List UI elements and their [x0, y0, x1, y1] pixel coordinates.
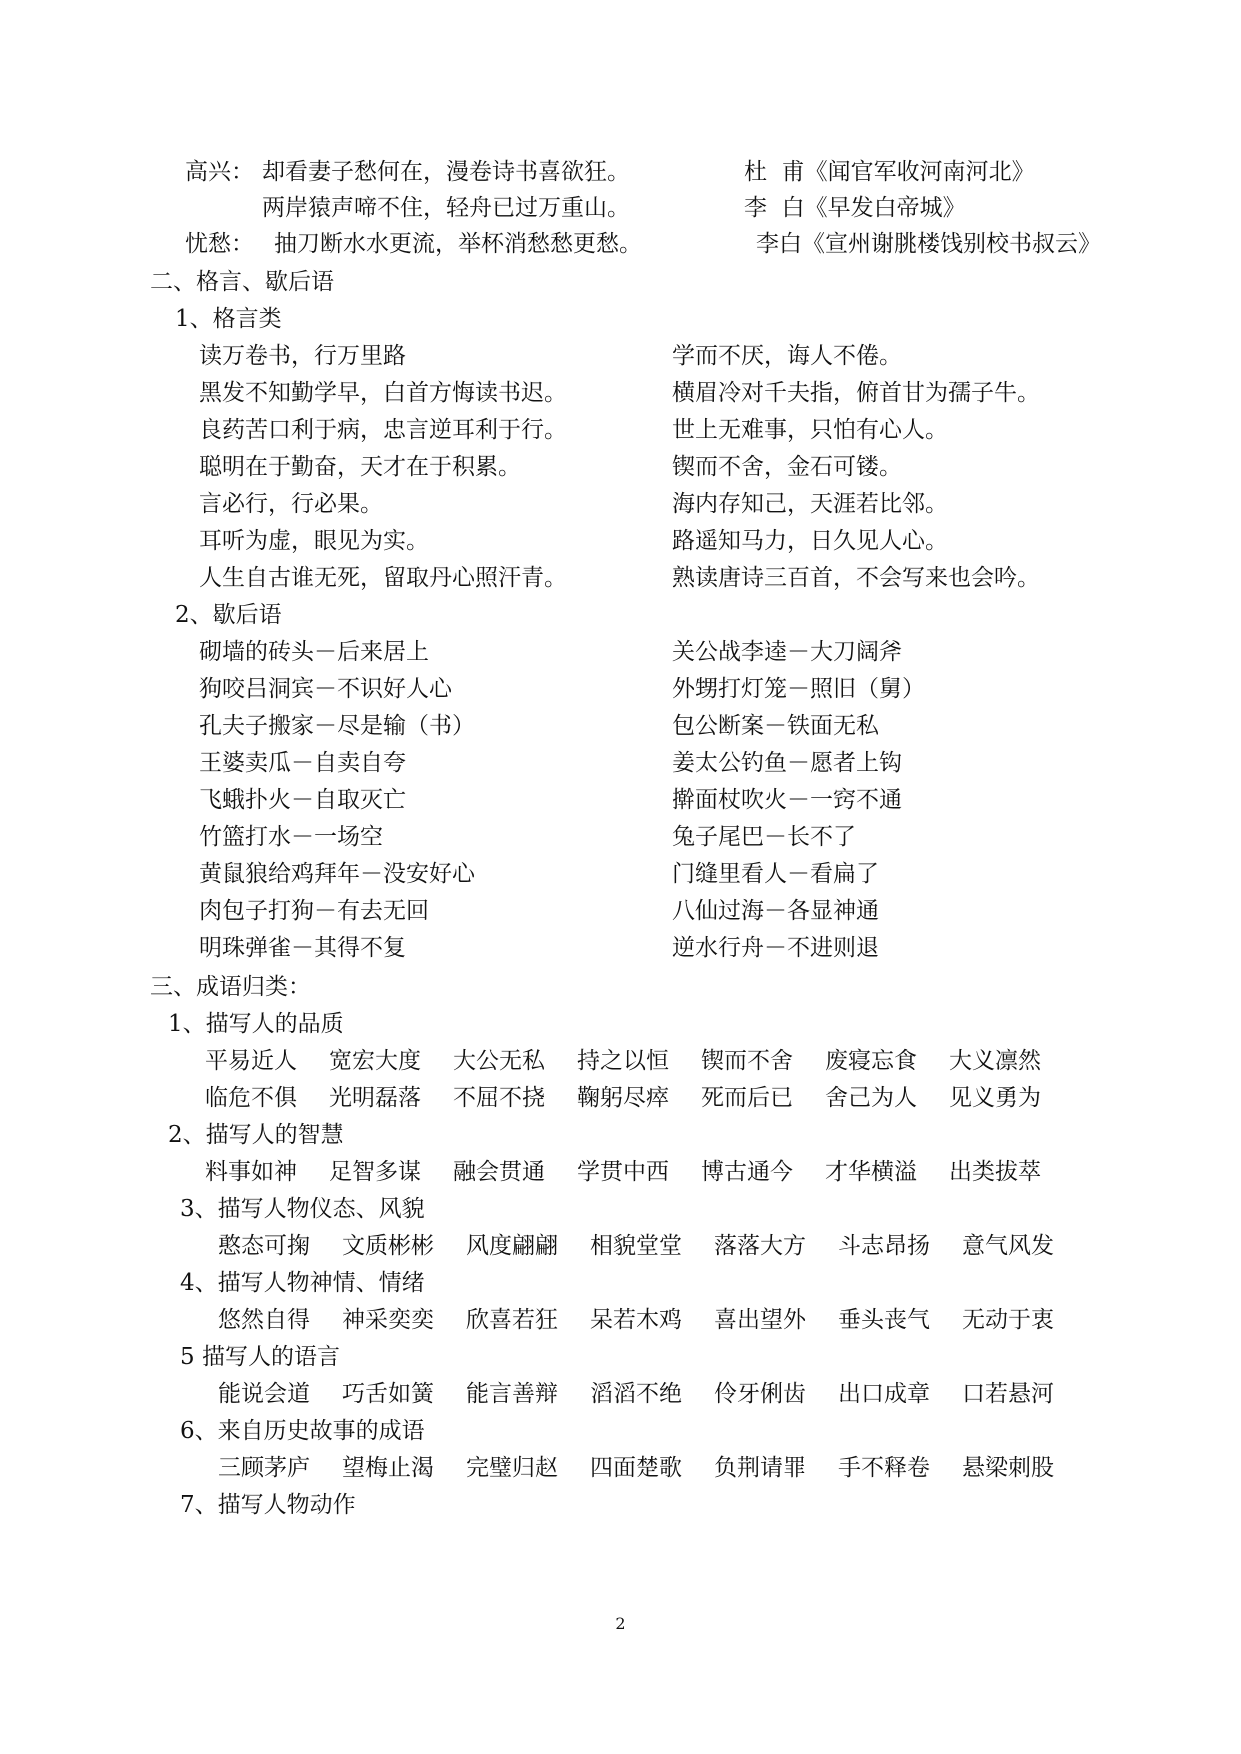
- idiom: 口若悬河: [962, 1381, 1054, 1407]
- group-heading: 5 描写人的语言: [180, 1344, 340, 1370]
- maxim-left: 耳听为虚，眼见为实。: [199, 528, 429, 554]
- idiom: 伶牙俐齿: [714, 1381, 806, 1407]
- idiom: 不屈不挠: [453, 1085, 545, 1111]
- idiom: 四面楚歌: [590, 1455, 682, 1481]
- xiehouyu-left: 飞蛾扑火－自取灭亡: [199, 787, 406, 813]
- idiom: 风度翩翩: [466, 1233, 558, 1259]
- poem-label: 忧愁：: [185, 231, 254, 257]
- group-heading: 4、描写人物神情、情绪: [180, 1270, 425, 1296]
- xiehouyu-left: 明珠弹雀－其得不复: [199, 935, 406, 961]
- group-heading: 2、描写人的智慧: [168, 1122, 344, 1148]
- xiehouyu-left: 竹篮打水－一场空: [199, 824, 383, 850]
- group-heading: 7、描写人物动作: [180, 1492, 356, 1518]
- idiom: 持之以恒: [577, 1048, 669, 1074]
- idiom: 大公无私: [453, 1048, 545, 1074]
- idiom: 见义勇为: [949, 1085, 1041, 1111]
- idiom-row: [218, 1379, 1086, 1409]
- group-heading: 1、描写人的品质: [168, 1011, 344, 1037]
- idiom-row: [218, 1305, 1086, 1335]
- maxim-right: 路遥知马力，日久见人心。: [672, 528, 948, 554]
- maxim-left: 聪明在于勤奋，天才在于积累。: [199, 454, 521, 480]
- xiehouyu-left: 狗咬吕洞宾－不识好人心: [199, 676, 452, 702]
- idiom: 意气风发: [962, 1233, 1054, 1259]
- group-heading: 6、来自历史故事的成语: [180, 1418, 425, 1444]
- idiom: 能说会道: [218, 1381, 310, 1407]
- idiom: 悠然自得: [218, 1307, 310, 1333]
- group-heading: 3、描写人物仪态、风貌: [180, 1196, 425, 1222]
- maxim-right: 世上无难事，只怕有心人。: [672, 417, 948, 443]
- idiom: 悬梁刺股: [962, 1455, 1054, 1481]
- idiom-row: [218, 1231, 1086, 1261]
- idiom: 欣喜若狂: [466, 1307, 558, 1333]
- maxim-right: 熟读唐诗三百首，不会写来也会吟。: [672, 565, 1040, 591]
- idiom: 手不释卷: [838, 1455, 930, 1481]
- poem-line: 抽刀断水水更流，举杯消愁愁更愁。: [274, 231, 642, 257]
- idiom: 能言善辩: [466, 1381, 558, 1407]
- xiehouyu-left: 黄鼠狼给鸡拜年－没安好心: [199, 861, 475, 887]
- idiom: 憨态可掬: [218, 1233, 310, 1259]
- subsection-heading: 2、歇后语: [175, 602, 282, 628]
- xiehouyu-right: 逆水行舟－不进则退: [672, 935, 879, 961]
- idiom: 巧舌如簧: [342, 1381, 434, 1407]
- idiom-row: [218, 1453, 1086, 1483]
- maxim-left: 黑发不知勤学早，白首方悔读书迟。: [199, 380, 567, 406]
- maxim-left: 言必行，行必果。: [199, 491, 383, 517]
- xiehouyu-right: 包公断案－铁面无私: [672, 713, 879, 739]
- idiom: 废寝忘食: [825, 1048, 917, 1074]
- idiom: 舍己为人: [825, 1085, 917, 1111]
- poem-line: 两岸猿声啼不住，轻舟已过万重山。: [262, 195, 630, 221]
- idiom: 大义凛然: [949, 1048, 1041, 1074]
- xiehouyu-right: 八仙过海－各显神通: [672, 898, 879, 924]
- xiehouyu-right: 姜太公钓鱼－愿者上钩: [672, 750, 902, 776]
- page-number: 2: [615, 1614, 626, 1633]
- idiom: 博古通今: [701, 1159, 793, 1185]
- idiom: 平易近人: [205, 1048, 297, 1074]
- poem-source: 李 白《早发白帝城》: [744, 195, 966, 221]
- maxim-left: 读万卷书，行万里路: [199, 343, 406, 369]
- idiom-row: [205, 1083, 1073, 1113]
- idiom: 足智多谋: [329, 1159, 421, 1185]
- xiehouyu-right: 外甥打灯笼－照旧（舅）: [672, 676, 925, 702]
- xiehouyu-left: 孔夫子搬家－尽是输（书）: [199, 713, 475, 739]
- idiom: 才华横溢: [825, 1159, 917, 1185]
- subsection-heading: 1、格言类: [175, 306, 282, 332]
- idiom: 出类拔萃: [949, 1159, 1041, 1185]
- idiom: 光明磊落: [329, 1085, 421, 1111]
- poem-line: 却看妻子愁何在，漫卷诗书喜欲狂。: [262, 159, 630, 185]
- idiom: 死而后已: [701, 1085, 793, 1111]
- maxim-left: 良药苦口利于病，忠言逆耳利于行。: [199, 417, 567, 443]
- idiom: 鞠躬尽瘁: [577, 1085, 669, 1111]
- idiom-row: [205, 1046, 1073, 1076]
- section-heading: 三、成语归类：: [150, 974, 311, 1000]
- poem-source: 杜 甫《闻官军收河南河北》: [744, 159, 1035, 185]
- maxim-right: 横眉冷对千夫指，俯首甘为孺子牛。: [672, 380, 1040, 406]
- idiom: 出口成章: [838, 1381, 930, 1407]
- idiom: 完璧归赵: [466, 1455, 558, 1481]
- idiom: 落落大方: [714, 1233, 806, 1259]
- poem-source: 李白《宣州谢朓楼饯别校书叔云》: [756, 231, 1101, 257]
- idiom: 三顾茅庐: [218, 1455, 310, 1481]
- idiom: 宽宏大度: [329, 1048, 421, 1074]
- xiehouyu-right: 关公战李逵－大刀阔斧: [672, 639, 902, 665]
- idiom: 文质彬彬: [342, 1233, 434, 1259]
- xiehouyu-right: 门缝里看人－看扁了: [672, 861, 879, 887]
- xiehouyu-left: 王婆卖瓜－自卖自夸: [199, 750, 406, 776]
- idiom: 喜出望外: [714, 1307, 806, 1333]
- maxim-left: 人生自古谁无死，留取丹心照汗青。: [199, 565, 567, 591]
- idiom: 滔滔不绝: [590, 1381, 682, 1407]
- xiehouyu-left: 肉包子打狗－有去无回: [199, 898, 429, 924]
- idiom: 锲而不舍: [701, 1048, 793, 1074]
- idiom: 学贯中西: [577, 1159, 669, 1185]
- idiom: 料事如神: [205, 1159, 297, 1185]
- maxim-right: 海内存知己，天涯若比邻。: [672, 491, 948, 517]
- maxim-right: 学而不厌，诲人不倦。: [672, 343, 902, 369]
- idiom: 斗志昂扬: [838, 1233, 930, 1259]
- idiom: 无动于衷: [962, 1307, 1054, 1333]
- idiom: 临危不俱: [205, 1085, 297, 1111]
- idiom: 负荆请罪: [714, 1455, 806, 1481]
- idiom: 望梅止渴: [342, 1455, 434, 1481]
- idiom: 融会贯通: [453, 1159, 545, 1185]
- idiom: 相貌堂堂: [590, 1233, 682, 1259]
- maxim-right: 锲而不舍，金石可镂。: [672, 454, 902, 480]
- idiom-row: [205, 1157, 1073, 1187]
- poem-label: 高兴：: [185, 159, 254, 185]
- xiehouyu-left: 砌墙的砖头－后来居上: [199, 639, 429, 665]
- xiehouyu-right: 兔子尾巴－长不了: [672, 824, 856, 850]
- idiom: 垂头丧气: [838, 1307, 930, 1333]
- idiom: 神采奕奕: [342, 1307, 434, 1333]
- xiehouyu-right: 擀面杖吹火－一窍不通: [672, 787, 902, 813]
- section-heading: 二、格言、歇后语: [150, 269, 334, 295]
- idiom: 呆若木鸡: [590, 1307, 682, 1333]
